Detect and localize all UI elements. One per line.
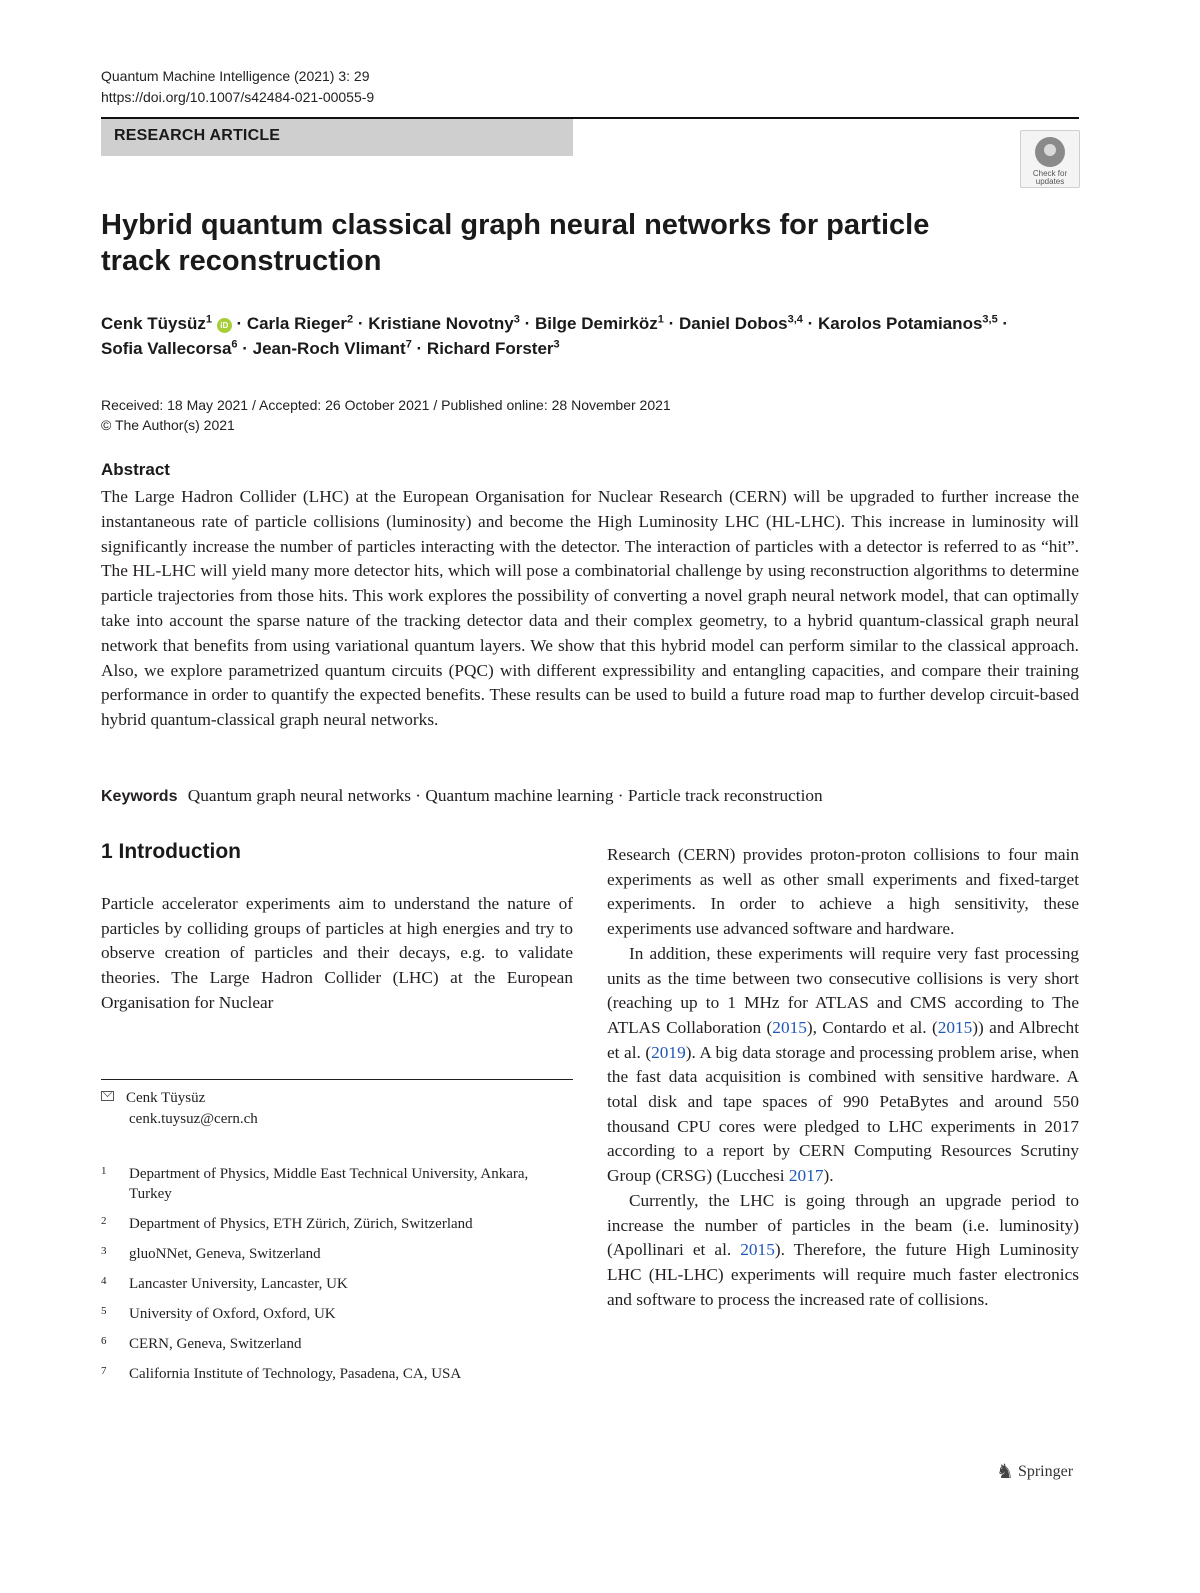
abstract-text: The Large Hadron Collider (LHC) at the European Organisation for Nuclear Research (CERN) will be upgraded to further increase the instantaneous rate of particle collisions (luminosity) and become the High Luminosity LHC (HL-LHC). This increase in luminosity will significantly increase the number of particles interacting with the detector. The interaction of particles with a detector is referred to as “hit”. The HL-LHC will yield many more detector hits, which will pose a combinatorial challenge by using reconstruction algorithms to determine particle trajectories from those hits. This work explores the possibility of converting a novel graph neural network model, that can optimally take into account the sparse nature of the tracking detector data and their complex geometry, to a hybrid quantum-classical graph neural network that benefits from using variational quantum layers. We show that this hybrid model can perform similar to the classical approach. Also, we explore parametrized quantum circuits (PQC) with different expressibility and entangling capacities, and compare their training performance in order to quantify the expected benefits. These results can be used to build a future road map to further develop circuit-based hybrid quantum-classical graph neural networks. <box>101 487 1079 730</box>
paragraph-text: ). A big data storage and processing problem arise, when the fast data acquisition is combined with sensitive hardware. A total disk and tape spaces of 990 PetaBytes and around 550 thousand CPU cores were pledged to LHC experiments in 2017 according to a report by CERN Computing Resources Scrutiny Group (CRSG) (Lucchesi <box>607 1042 1079 1186</box>
citation-link[interactable]: 2017 <box>788 1166 824 1186</box>
footnote-rule <box>101 1079 573 1080</box>
envelope-icon <box>101 1091 114 1101</box>
section-heading-introduction: 1 Introduction <box>101 840 241 863</box>
check-updates-label: Check for updates <box>1032 169 1068 186</box>
paragraph-text: ). Therefore, the future High Luminosity LHC (HL-LHC) experiments will require much faster electronics and software to process the increased rate of collisions. <box>607 1240 1079 1309</box>
journal-info <box>101 66 374 108</box>
corresponding-author <box>101 1088 573 1130</box>
paragraph-text: ). <box>823 1166 834 1186</box>
affiliation-item <box>101 1214 573 1234</box>
paragraph-text: Currently, the LHC is going through an upgrade period to increase the number of particles in the beam (i.e. luminosity) (Apollinari et al. <box>607 1190 1079 1260</box>
author-affil-sup: 6 <box>231 338 238 351</box>
citation-link[interactable]: 2015 <box>937 1017 973 1037</box>
author-name[interactable]: Richard Forster <box>426 339 554 358</box>
paper-title: Hybrid quantum classical graph neural networks for particle track reconstruction <box>101 209 930 277</box>
affiliation-text: University of Oxford, Oxford, UK <box>129 1306 336 1322</box>
publication-dates <box>101 395 671 435</box>
affiliation-number: 4 <box>101 1275 107 1287</box>
affiliation-item <box>101 1244 573 1264</box>
check-for-updates-badge[interactable] <box>1020 130 1080 188</box>
author-name[interactable]: Kristiane Novotny <box>368 314 514 333</box>
affiliation-text: gluoNNet, Geneva, Switzerland <box>129 1246 321 1262</box>
author-name[interactable]: Karolos Potamianos <box>818 314 983 333</box>
corresponding-name: Cenk Tüysüz <box>126 1090 206 1106</box>
copyright-line: © The Author(s) 2021 <box>101 417 235 433</box>
author-affil-sup: 3,4 <box>787 313 803 326</box>
citation-link[interactable]: 2015 <box>772 1017 807 1037</box>
paragraph-text: )) and Albrecht et al. ( <box>607 1017 1079 1062</box>
affiliation-number: 3 <box>101 1245 107 1257</box>
affiliation-item <box>101 1304 573 1324</box>
author-affil-sup: 7 <box>405 338 412 351</box>
affiliation-number: 6 <box>101 1335 107 1347</box>
check-updates-icon <box>1035 137 1065 167</box>
publisher-logo <box>996 1459 1073 1484</box>
author-name[interactable]: Jean-Roch Vlimant <box>252 339 406 358</box>
paragraph: Research (CERN) provides proton-proton collisions to four main experiments as well as other small experiments and fixed-target experiments. In order to achieve a high sensitivity, these experiments use advanced software and hardware. <box>607 845 1079 939</box>
paragraph <box>607 942 1079 1189</box>
author-affil-sup: 3,5 <box>982 313 998 326</box>
affiliation-text: Department of Physics, Middle East Technical University, Ankara, Turkey <box>129 1166 529 1202</box>
orcid-icon[interactable]: iD <box>217 318 232 333</box>
author-affil-sup: 1 <box>205 313 212 326</box>
springer-horse-icon: ♞ <box>996 1461 1014 1483</box>
paragraph-text: ), Contardo et al. ( <box>806 1017 938 1037</box>
affiliation-item <box>101 1364 573 1384</box>
author-affil-sup: 3 <box>513 313 520 326</box>
affiliation-number: 7 <box>101 1365 107 1377</box>
journal-line: Quantum Machine Intelligence (2021) 3: 29 <box>101 68 370 84</box>
affiliation-text: California Institute of Technology, Pasadena, CA, USA <box>129 1366 462 1382</box>
keywords-text: Quantum graph neural networks · Quantum machine learning · Particle track reconstruction <box>187 786 823 805</box>
author-name[interactable]: Daniel Dobos <box>679 314 788 333</box>
affiliation-text: Department of Physics, ETH Zürich, Zürich, Switzerland <box>129 1216 473 1232</box>
affiliation-number: 5 <box>101 1305 107 1317</box>
author-affil-sup: 2 <box>347 313 354 326</box>
author-affil-sup: 1 <box>657 313 664 326</box>
keywords <box>101 784 1079 809</box>
affiliation-number: 2 <box>101 1215 107 1227</box>
author-list: Cenk Tüysüz$^1$ iD · Carla Rieger$^2$ · Kristiane Novotny$^3$ · Bilge Demirköz$^1$ · Daniel Dobos$^{3,4}$ · Karolos Potamianos$^{3,5}$ · Sofia Vallecorsa$^6$ · Jean-Roch Vlimant$^7$ · Richard Forster$^3$ <box>101 313 1009 358</box>
article-type-label: RESEARCH ARTICLE <box>114 127 281 144</box>
affiliation-item <box>101 1164 573 1204</box>
author-name[interactable]: Bilge Demirköz <box>534 314 658 333</box>
author-name[interactable]: Sofia Vallecorsa <box>101 339 232 358</box>
author-name[interactable]: Carla Rieger <box>246 314 347 333</box>
paragraph-text: In addition, these experiments will require very fast processing units as the time between two consecutive collisions is very short (reaching up to 1 MHz for ATLAS and CMS according to The ATLAS Collaboration ( <box>607 943 1079 1037</box>
dates-line: Received: 18 May 2021 / Accepted: 26 October 2021 / Published online: 28 November 2021 <box>101 397 671 413</box>
publisher-name: Springer <box>1017 1462 1074 1480</box>
article-type-bar <box>101 119 573 156</box>
affiliations-list <box>101 1164 573 1394</box>
doi-link[interactable]: https://doi.org/10.1007/s42484-021-00055-9 <box>101 89 375 105</box>
author-name[interactable]: Cenk Tüysüz <box>101 314 206 333</box>
intro-column-left: Particle accelerator experiments aim to understand the nature of particles by colliding groups of particles at high energies and try to observe creation of particles and their decays, e.g. to validate theories. The Large Hadron Collider (LHC) at the European Organisation for Nuclear <box>101 894 573 1012</box>
affiliation-number: 1 <box>101 1165 107 1177</box>
paragraph <box>607 1189 1079 1313</box>
affiliation-text: CERN, Geneva, Switzerland <box>129 1336 302 1352</box>
keywords-label: Keywords <box>101 788 178 805</box>
affiliation-item <box>101 1334 573 1354</box>
citation-link[interactable]: 2019 <box>651 1042 686 1062</box>
intro-column-right <box>607 843 1079 1312</box>
affiliation-item <box>101 1274 573 1294</box>
citation-link[interactable]: 2015 <box>740 1240 775 1260</box>
author-affil-sup: 3 <box>553 338 560 351</box>
abstract-heading: Abstract <box>101 460 170 479</box>
affiliation-text: Lancaster University, Lancaster, UK <box>129 1276 348 1292</box>
corresponding-email[interactable]: cenk.tuysuz@cern.ch <box>129 1111 258 1127</box>
